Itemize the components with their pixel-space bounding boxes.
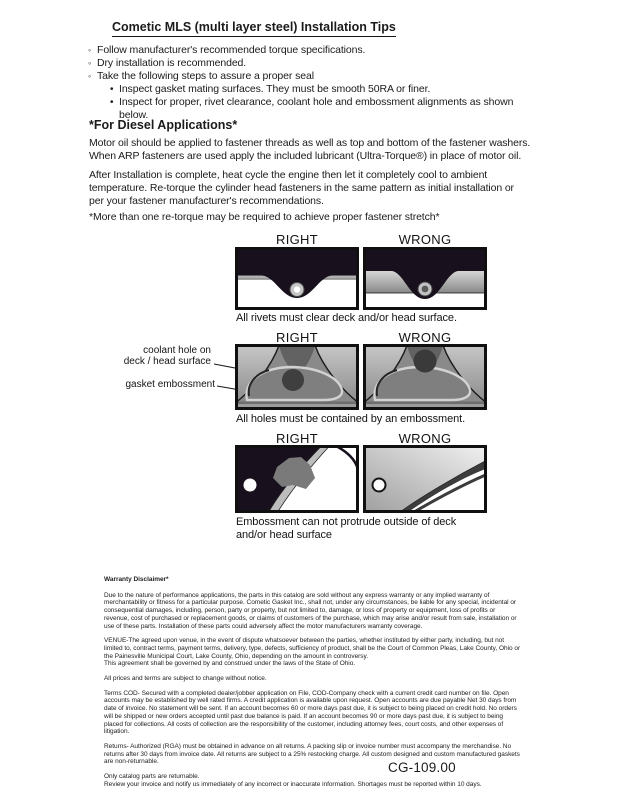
- disclaimer-paragraph: Only catalog parts are returnable.: [104, 773, 200, 781]
- diesel-section-heading: *For Diesel Applications*: [89, 118, 238, 132]
- bullet-icon: •: [110, 84, 114, 95]
- disclaimer-paragraph: Terms COD- Secured with a completed dealer/jobber application on File, COD-Company check with a current credit card number on file. Open accounts may be established by well rated firms. A credit application is available upon request. Open accounts are due payable Net 30 days from date of invoice. No statement will be sent. If an account becomes 60 or more days past due, it is subject to being placed on credit hold. No orders will be shipped or new orders accepted until past due balance is paid. If an account becomes 90 or more days past due, it is subject to being placed for collections. All costs of collection are the responsibility of the customer, including attorney fees, court costs, and other expenses of litigation.: [104, 689, 517, 736]
- list-item-text: Inspect gasket mating surfaces. They must be smooth 50RA or finer.: [119, 83, 431, 95]
- retorque-note: *More than one re-torque may be required to achieve proper fastener stretch*: [89, 211, 440, 223]
- list-item-text: Take the following steps to assure a proper seal: [97, 70, 314, 82]
- row1-wrong-label: WRONG: [398, 232, 452, 247]
- list-item-text: Follow manufacturer's recommended torque specifications.: [97, 44, 366, 56]
- disclaimer-paragraph: Returns- Authorized (RGA) must be obtained in advance on all returns. A packing slip or invoice number must accompany the merchandise. No returns after 30 days from invoice date. All returns are subject to a 25% restocking charge. All custom designed and custom manufactured gaskets are non-returnable.: [104, 742, 520, 766]
- coolant-hole-label: coolant hole on deck / head surface: [123, 345, 211, 367]
- coolant-hole-right-diagram: [235, 344, 359, 410]
- bullet-icon: ◦: [88, 71, 92, 81]
- row3-caption: Embossment can not protrude outside of deck and/or head surface: [236, 516, 457, 541]
- row1-right-label: RIGHT: [276, 232, 318, 247]
- list-item: [88, 57, 540, 70]
- warranty-disclaimer: [104, 576, 522, 795]
- bullet-icon: ◦: [88, 45, 92, 55]
- list-item: [88, 70, 540, 83]
- rivet-clearance-wrong-diagram: [363, 247, 487, 310]
- list-item-text: Inspect for proper, rivet clearance, coolant hole and embossment alignments as shown below.: [119, 96, 514, 121]
- disclaimer-paragraph: All prices and terms are subject to change without notice.: [104, 675, 267, 683]
- diesel-paragraph-1: Motor oil should be applied to fastener threads as well as top and bottom of the fastener washers. When ARP fasteners are used apply the included lubricant (Ultra-Torque®) in place of motor oil.: [89, 137, 531, 163]
- bullet-icon: ◦: [88, 58, 92, 68]
- coolant-hole-wrong-diagram: [363, 344, 487, 410]
- disclaimer-heading: Warranty Disclaimer*: [104, 576, 169, 583]
- rivet-clearance-right-diagram: [235, 247, 359, 310]
- embossment-protrusion-wrong-diagram: [363, 445, 487, 513]
- list-item: [110, 83, 540, 96]
- installation-tips-list: [88, 44, 540, 122]
- row3-right-label: RIGHT: [276, 431, 318, 446]
- row3-wrong-label: WRONG: [398, 431, 452, 446]
- row1-caption: All rivets must clear deck and/or head surface.: [236, 312, 457, 324]
- diesel-paragraph-2: After Installation is complete, heat cycle the engine then let it completely cool to ambient temperature. Re-torque the cylinder head fasteners in the same pattern as initial installation or per your fastener manufacturer's recommendations.: [89, 169, 514, 208]
- disclaimer-paragraph: Review your invoice and notify us immediately of any incorrect or inaccurate information. Shortages must be reported within 10 days.: [104, 780, 482, 788]
- row2-wrong-label: WRONG: [398, 330, 452, 345]
- disclaimer-paragraph: This agreement shall be governed by and construed under the laws of the State of Ohio.: [104, 660, 356, 668]
- disclaimer-paragraph: Due to the nature of performance applications, the parts in this catalog are sold without any express warranty or any implied warranty of merchantability or fitness for a particular purpose. Cometic Gasket Inc., shall not, under any circumstances, be liable for any special, incidental or consequential damages, including, person, party or property, but not limited to, damage, or loss of property or equipment, loss of profits or revenue, cost of purchased or replacement goods, or claims of customers of the purchase, which may arise and/or result from sale, installation or use of these parts. Installation of these parts could adversely affect the motor manufacturers warranty coverage.: [104, 591, 517, 630]
- page-title: Cometic MLS (multi layer steel) Installation Tips: [112, 20, 396, 37]
- row2-right-label: RIGHT: [276, 330, 318, 345]
- embossment-protrusion-right-diagram: [235, 445, 359, 513]
- list-item-text: Dry installation is recommended.: [97, 57, 247, 69]
- row2-caption: All holes must be contained by an embossment.: [236, 413, 466, 425]
- bullet-icon: •: [110, 97, 114, 108]
- page-reference-number: CG-109.00: [388, 760, 456, 775]
- list-item: [88, 44, 540, 57]
- disclaimer-paragraph: VENUE-The agreed upon venue, in the event of dispute whatsoever between the parties, whether instituted by either party, including, but not limited to, contract terms, payment terms, delivery, type, defects, sufficiency of product, shall be the Court of Common Pleas, Lake County, Ohio or the Painesville Municipal Court, Lake County, Ohio, depending on the amount in controversy.: [104, 637, 521, 660]
- gasket-embossment-label: gasket embossment: [125, 379, 215, 390]
